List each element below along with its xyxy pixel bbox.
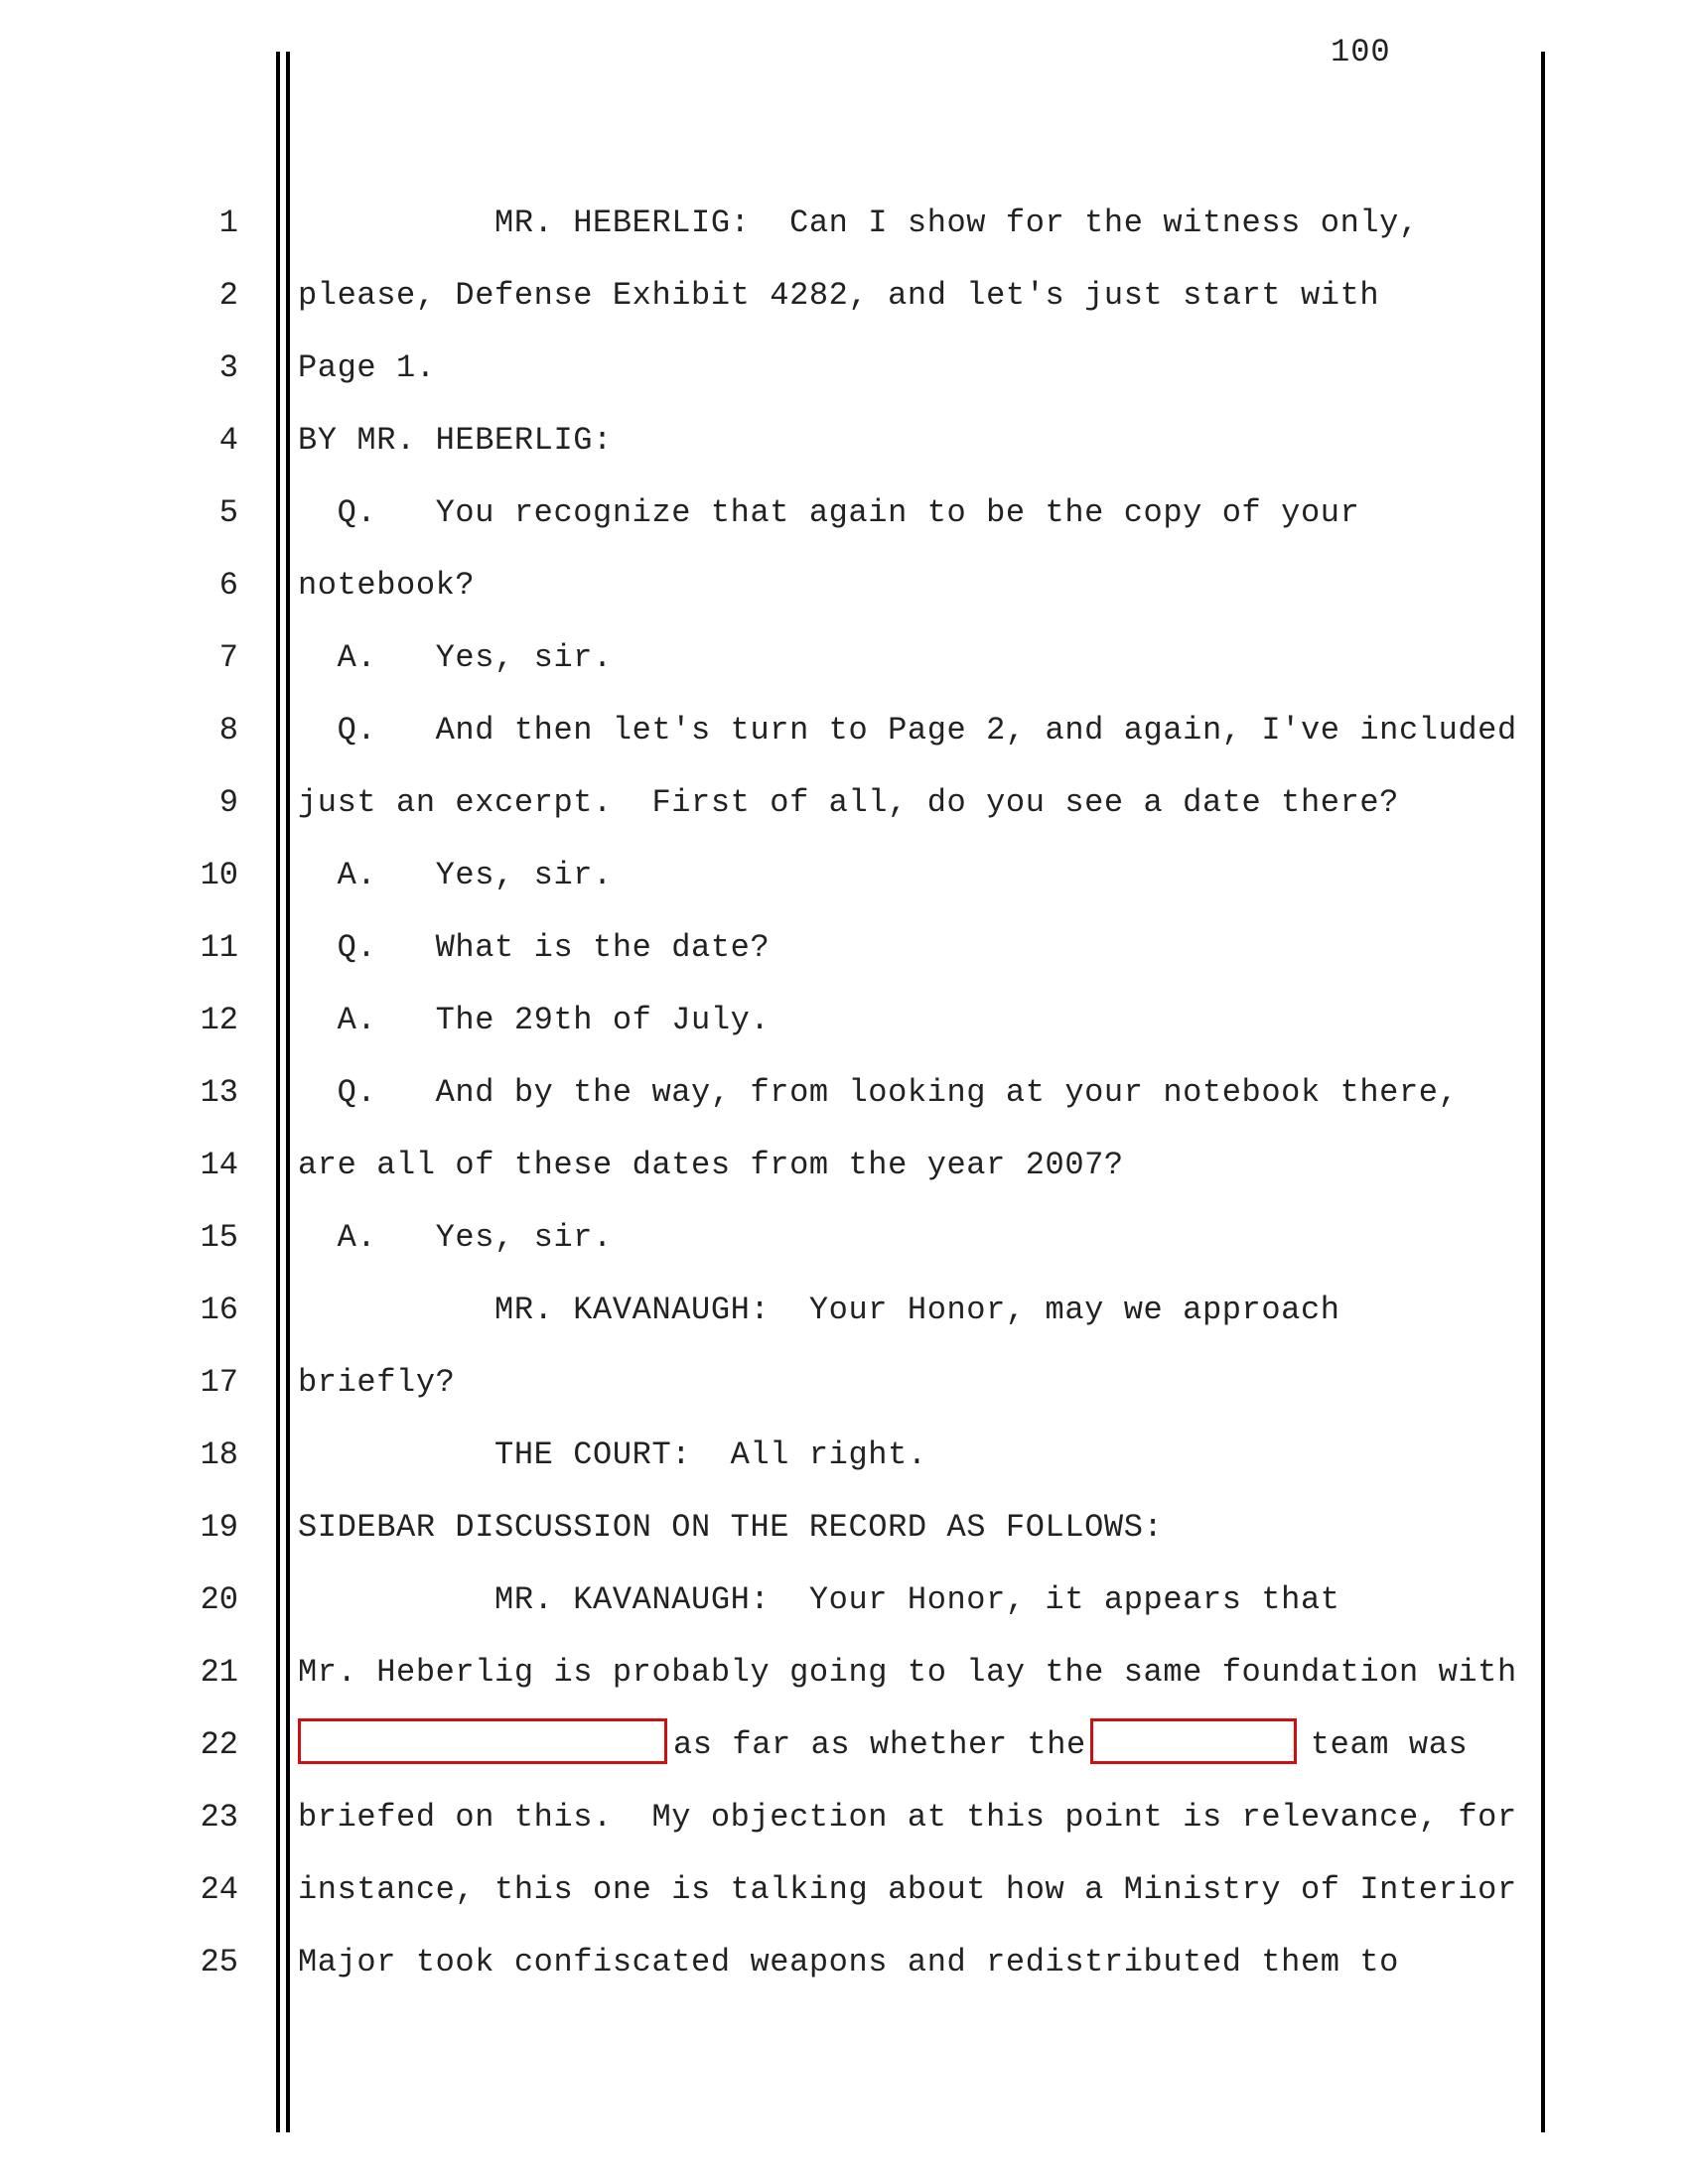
transcript-line-redacted (0, 1715, 1688, 1775)
transcript-line (0, 1498, 1688, 1558)
line-text: A. Yes, sir. (298, 1219, 613, 1256)
transcript-line (0, 1281, 1688, 1340)
transcript-line (0, 1136, 1688, 1195)
line-text-segment: team was (1310, 1726, 1469, 1763)
line-number: 15 (200, 1219, 238, 1256)
transcript-line (0, 1353, 1688, 1413)
line-number: 1 (218, 205, 238, 241)
line-text: please, Defense Exhibit 4282, and let's just start with (298, 277, 1380, 314)
line-number: 9 (218, 784, 238, 821)
transcript-line (0, 556, 1688, 615)
line-number: 17 (200, 1364, 238, 1401)
transcript-line (0, 918, 1688, 978)
line-number: 13 (200, 1074, 238, 1111)
line-number: 18 (200, 1436, 238, 1473)
line-text: BY MR. HEBERLIG: (298, 422, 613, 459)
line-number: 5 (218, 494, 238, 531)
line-text (298, 1715, 1468, 1775)
line-text: Q. And then let's turn to Page 2, and again, I've included (298, 712, 1517, 749)
transcript-line (0, 1933, 1688, 1992)
transcript-line (0, 1643, 1688, 1703)
transcript-line (0, 339, 1688, 398)
line-number: 3 (218, 349, 238, 386)
transcript-line (0, 194, 1688, 253)
transcript-line (0, 266, 1688, 326)
line-text: THE COURT: All right. (298, 1436, 927, 1473)
line-number: 12 (200, 1002, 238, 1038)
line-number: 8 (218, 712, 238, 749)
transcript-line (0, 846, 1688, 905)
line-text-segment: as far as whether the (673, 1726, 1086, 1763)
page-number: 100 (1331, 34, 1391, 70)
line-text: MR. HEBERLIG: Can I show for the witness only, (298, 205, 1419, 241)
line-text: briefly? (298, 1364, 456, 1401)
transcript-line (0, 1860, 1688, 1920)
line-number: 11 (200, 929, 238, 966)
line-text: just an excerpt. First of all, do you see a date there? (298, 784, 1399, 821)
line-text: instance, this one is talking about how a Ministry of Interior (298, 1871, 1517, 1908)
line-text: Q. What is the date? (298, 929, 771, 966)
line-number: 16 (200, 1292, 238, 1328)
redaction-box (1090, 1718, 1297, 1764)
line-number: 2 (218, 277, 238, 314)
transcript-line (0, 1208, 1688, 1268)
transcript-line (0, 483, 1688, 543)
line-text: Major took confiscated weapons and redistributed them to (298, 1944, 1399, 1980)
line-text: A. Yes, sir. (298, 639, 613, 676)
line-text: are all of these dates from the year 2007? (298, 1147, 1124, 1183)
line-text: MR. KAVANAUGH: Your Honor, it appears that (298, 1581, 1340, 1618)
transcript-line (0, 1426, 1688, 1485)
transcript-line (0, 701, 1688, 760)
line-number: 20 (200, 1581, 238, 1618)
line-number: 19 (200, 1509, 238, 1546)
redaction-box (298, 1718, 667, 1764)
transcript-line (0, 628, 1688, 688)
line-number: 23 (200, 1799, 238, 1836)
line-number: 7 (218, 639, 238, 676)
line-text: SIDEBAR DISCUSSION ON THE RECORD AS FOLLOWS: (298, 1509, 1164, 1546)
line-text: MR. KAVANAUGH: Your Honor, may we approach (298, 1292, 1340, 1328)
line-number: 21 (200, 1654, 238, 1691)
line-number: 22 (200, 1726, 238, 1763)
transcript-line (0, 411, 1688, 471)
line-text: Q. And by the way, from looking at your notebook there, (298, 1074, 1459, 1111)
line-number: 4 (218, 422, 238, 459)
line-text: notebook? (298, 567, 476, 604)
line-number: 25 (200, 1944, 238, 1980)
line-number: 24 (200, 1871, 238, 1908)
line-text: Mr. Heberlig is probably going to lay the same foundation with (298, 1654, 1517, 1691)
transcript-line (0, 773, 1688, 833)
line-text: Q. You recognize that again to be the copy of your (298, 494, 1360, 531)
line-number: 14 (200, 1147, 238, 1183)
line-number: 6 (218, 567, 238, 604)
transcript-line (0, 1063, 1688, 1123)
line-text: Page 1. (298, 349, 436, 386)
transcript-line (0, 1570, 1688, 1630)
line-text: A. The 29th of July. (298, 1002, 771, 1038)
line-text: A. Yes, sir. (298, 857, 613, 893)
transcript-line (0, 1788, 1688, 1847)
line-text: briefed on this. My objection at this point is relevance, for (298, 1799, 1517, 1836)
transcript-line (0, 991, 1688, 1050)
line-number: 10 (200, 857, 238, 893)
